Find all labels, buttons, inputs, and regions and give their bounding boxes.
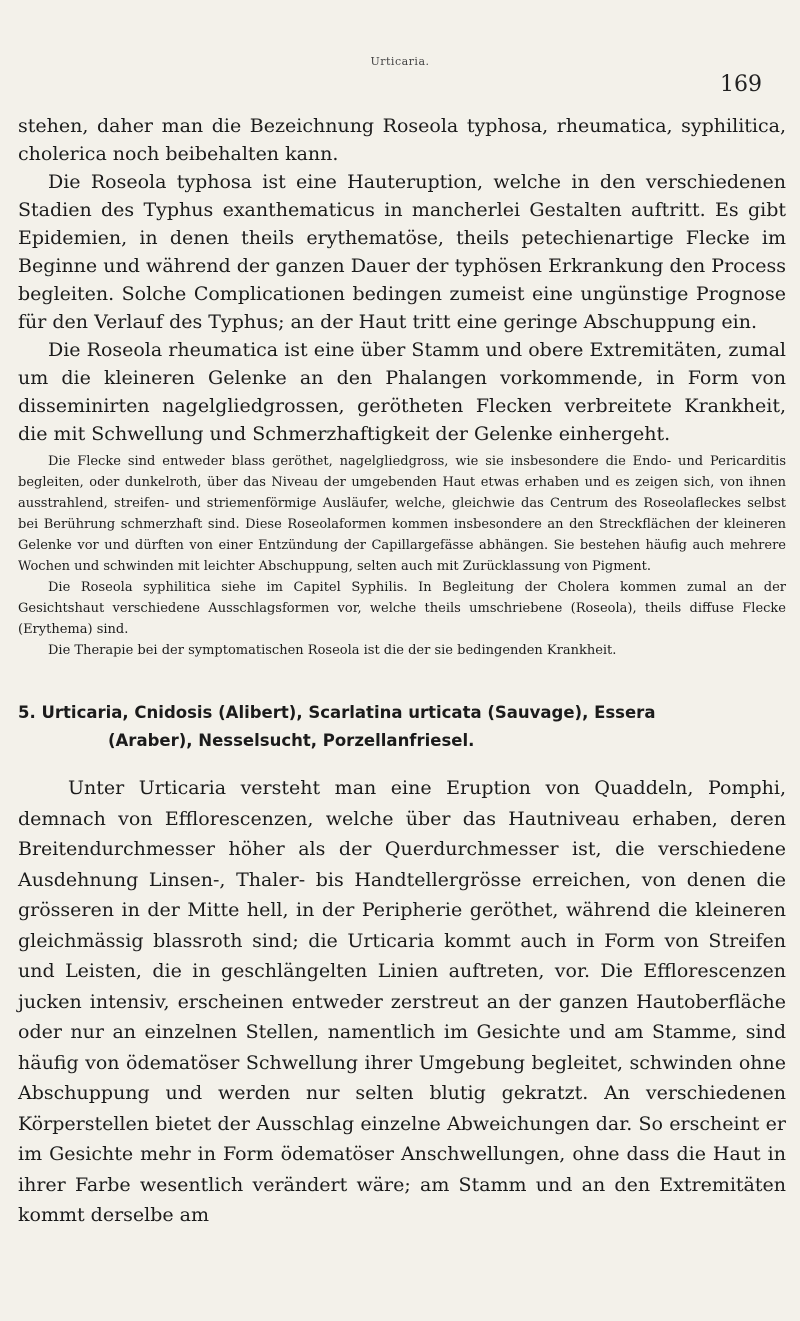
section-heading-line2: (Araber), Nesselsucht, Porzellanfriesel. [108, 731, 475, 750]
paragraph-continuation: stehen, daher man die Bezeichnung Roseola typhosa, rheumatica, syphilitica, cholerica noch beibehalten kann. [18, 115, 786, 165]
paragraph-urticaria: Unter Urticaria versteht man eine Eruption von Quaddeln, Pomphi, demnach von Efflorescenzen, welche über das Hautniveau erhaben, deren Breitendurchmesser höher als der Querdurchmesser ist, die verschiedene Ausdehnung Linsen-, Thaler- bis Handtellergrösse erreichen, von denen die grösseren in der Mitte hell, in der Peripherie geröthet, während die kleineren gleichmässig blassroth sind; die Urticaria kommt auch in Form von Streifen und Leisten, die in geschlängelten Linien auftreten, vor. Die Efflorescenzen jucken intensiv, erscheinen entweder zerstreut an der ganzen Hautoberfläche oder nur an einzelnen Stellen, namentlich im Gesichte und am Stamme, sind häufig von ödematöser Schwellung ihrer Umgebung begleitet, schwinden ohne Abschuppung und werden nur selten blutig gekratzt. An verschiedenen Körperstellen bietet der Ausschlag einzelne Abweichungen dar. So erscheint er im Gesichte mehr in Form ödematöser Anschwellungen, ohne dass die Haut in ihrer Farbe wesentlich verändert wäre; am Stamm und an den Extremitäten kommt derselbe am [18, 777, 786, 1226]
running-head: Urticaria. [370, 55, 430, 68]
page-body [18, 112, 786, 1231]
section-heading [18, 699, 786, 755]
small-paragraph-syphilitica: Die Roseola syphilitica siehe im Capitel Syphilis. In Begleitung der Cholera kommen zumal an der Gesichtshaut verschiedene Ausschlagsformen vor, welche theils umschriebene (Roseola), theils diffuse Flecke (Erythema) sind. [18, 580, 786, 637]
paragraph-roseola-rheumatica: Die Roseola rheumatica ist eine über Stamm und obere Extremitäten, zumal um die kleineren Gelenke an den Phalangen vorkommende, in Form von disseminirten nagelgliedgrossen, gerötheten Flecken verbreitete Krankheit, die mit Schwellung und Schmerzhaftigkeit der Gelenke einhergeht. [18, 339, 786, 445]
small-paragraph-therapie: Die Therapie bei der symptomatischen Roseola ist die der sie bedingenden Krankheit. [48, 643, 617, 658]
paragraph-roseola-typhosa: Die Roseola typhosa ist eine Hauteruption, welche in den verschiedenen Stadien des Typhus exanthematicus in mancherlei Gestalten auftritt. Es gibt Epidemien, in denen theils erythematöse, theils petechienartige Flecke im Beginne und während der ganzen Dauer der typhösen Erkrankung den Process begleiten. Solche Complicationen bedingen zumeist eine ungünstige Prognose für den Verlauf des Typhus; an der Haut tritt eine geringe Abschuppung ein. [18, 171, 786, 333]
small-paragraph-flecke: Die Flecke sind entweder blass geröthet, nagelgliedgross, wie sie insbesondere die Endo- und Pericarditis begleiten, oder dunkelroth, über das Niveau der umgebenden Haut etwas erhaben und es zeigen sich, von ihnen ausstrahlend, streifen- und striemenförmige Ausläufer, welche, gleichwie das Centrum des Roseolafleckes selbst bei Berührung schmerzhaft sind. Diese Roseolaformen kommen insbesondere an den Streckflächen der kleineren Gelenke vor und dürften von einer Entzündung der Capillargefässe abhängen. Sie bestehen häufig auch mehrere Wochen und schwinden mit leichter Abschuppung, selten auch mit Zurücklassung von Pigment. [18, 454, 786, 574]
section-heading-line1: 5. Urticaria, Cnidosis (Alibert), Scarlatina urticata (Sauvage), Essera [18, 703, 656, 722]
page-number: 169 [720, 72, 762, 97]
